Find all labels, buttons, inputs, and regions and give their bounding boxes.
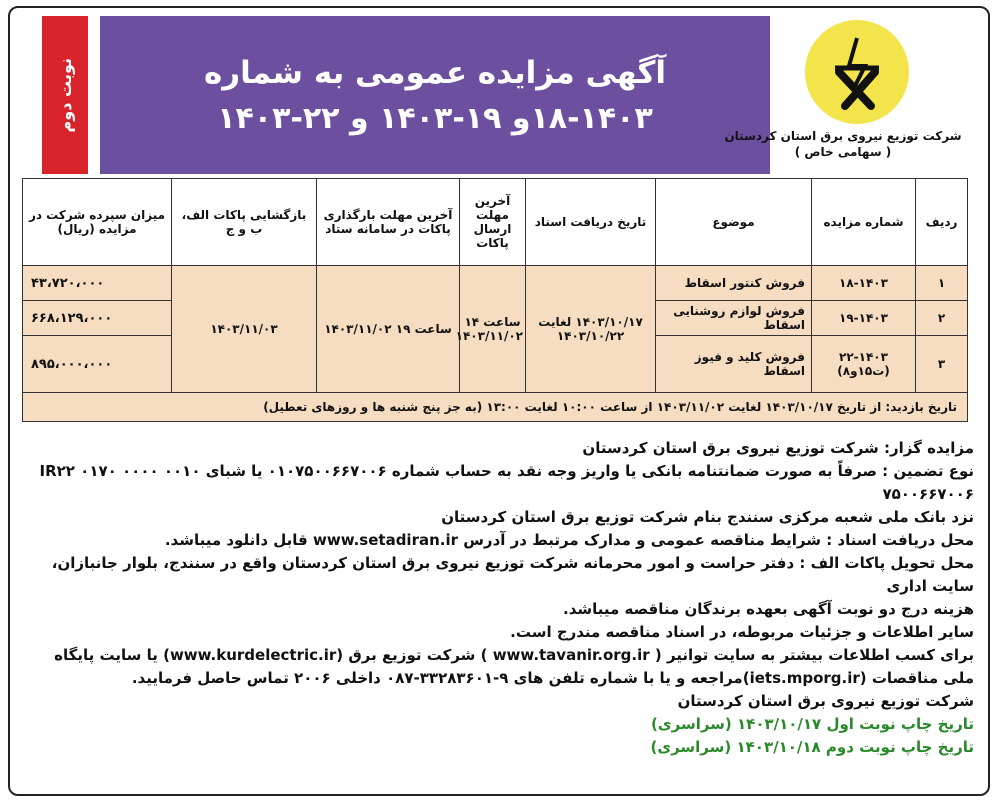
doc-date: ۱۴۰۳/۱۰/۱۷ لغایت ۱۴۰۳/۱۰/۲۲ xyxy=(526,266,656,393)
header-cell: میزان سپرده شرکت در مزایده (ریال) xyxy=(23,179,172,266)
company-block xyxy=(713,128,973,160)
round-tag: نوبت دوم xyxy=(42,16,88,174)
auction-subject: فروش کنتور اسقاط xyxy=(656,266,812,301)
row-number: ۲ xyxy=(916,301,968,336)
auction-subject: فروش لوازم روشنایی اسقاط xyxy=(656,301,812,336)
row-number: ۳ xyxy=(916,336,968,393)
deposit-amount: ۶۶۸،۱۲۹،۰۰۰ xyxy=(23,301,172,336)
body-line: ملی مناقصات (iets.mporg.ir)مراجعه و یا با شماره تلفن های ۹-۳۳۲۸۳۶۰۱-۰۸۷ داخلی ۲۰۰۶ تماس حاصل فرمایید. xyxy=(131,669,974,687)
auction-number: ۱۹-۱۴۰۳ xyxy=(812,301,916,336)
body-line: مزایده گزار: شرکت توزیع نیروی برق استان کردستان xyxy=(582,439,974,457)
body-line: شرکت توزیع نیروی برق استان کردستان xyxy=(677,692,974,710)
header-cell: آخرین مهلت بارگذاری پاکات در سامانه ستاد xyxy=(317,179,460,266)
title-banner xyxy=(100,16,770,174)
header-cell: بازگشایی پاکات الف، ب و ج xyxy=(172,179,317,266)
body-line: سایر اطلاعات و جزئیات مربوطه، در اسناد مناقصه مندرج است. xyxy=(510,623,974,641)
ad-body xyxy=(16,437,974,759)
auction-number: ۱۸-۱۴۰۳ xyxy=(812,266,916,301)
header-cell: شماره مزایده xyxy=(812,179,916,266)
company-type: ( سهامی خاص ) xyxy=(794,145,892,159)
auction-number: ۲۲-۱۴۰۳ (ت۱۵و۸) xyxy=(812,336,916,393)
body-line: نوع تضمین : صرفاً به صورت ضمانتنامه بانکی یا واریز وجه نقد به حساب شماره ۰۱۰۷۵۰۰۶۶۷۰۰۶ یا شبای IR۲۲ ۰۱۷۰ ۰۰۰۰ ۰۰۱۰ ۷۵۰۰۶۶۷۰۰۶ xyxy=(39,462,974,503)
deposit-amount: ۸۹۵،۰۰۰،۰۰۰ xyxy=(23,336,172,393)
deposit-amount: ۴۳،۷۲۰،۰۰۰ xyxy=(23,266,172,301)
header-cell: موضوع xyxy=(656,179,812,266)
print-date-first: تاریخ چاپ نوبت اول ۱۴۰۳/۱۰/۱۷ (سراسری) xyxy=(651,715,974,733)
print-date-second: تاریخ چاپ نوبت دوم ۱۴۰۳/۱۰/۱۸ (سراسری) xyxy=(650,738,974,756)
body-line: محل تحویل پاکات الف : دفتر حراست و امور محرمانه شرکت توزیع نیروی برق استان کردستان واقع در سنندج، بلوار جانبازان، سایت اداری xyxy=(51,554,974,595)
auction-subject: فروش کلید و فیوز اسقاط xyxy=(656,336,812,393)
lightning-icon xyxy=(805,20,909,124)
opening-date: ۱۴۰۳/۱۱/۰۳ xyxy=(172,266,317,393)
header-cell: آخرین مهلت ارسال پاکات xyxy=(460,179,526,266)
upload-deadline: ساعت ۱۹ ۱۴۰۳/۱۱/۰۲ xyxy=(317,266,460,393)
title-line-1: آگهی مزایده عمومی به شماره xyxy=(203,54,667,91)
body-line: نزد بانک ملی شعبه مرکزی سنندج بنام شرکت توزیع برق استان کردستان xyxy=(441,508,974,526)
send-deadline: ساعت ۱۴ ۱۴۰۳/۱۱/۰۲ xyxy=(460,266,526,393)
visit-row xyxy=(23,393,968,422)
company-name: شرکت توزیع نیروی برق استان کردستان xyxy=(724,129,962,143)
company-logo xyxy=(805,20,909,124)
title-line-2: ۱۸-۱۴۰۳و ۱۹-۱۴۰۳ و ۲۲-۱۴۰۳ xyxy=(217,100,653,136)
header-cell: تاریخ دریافت اسناد xyxy=(526,179,656,266)
body-line: محل دریافت اسناد : شرایط مناقصه عمومی و مدارک مرتبط در آدرس www.setadiran.ir قابل دانلود میباشد. xyxy=(164,531,974,549)
table-row xyxy=(23,266,968,301)
body-line: برای کسب اطلاعات بیشتر به سایت توانیر ( www.tavanir.org.ir ) شرکت توزیع برق (www.kurdelectric.ir) یا سایت پایگاه xyxy=(54,646,974,664)
auction-table xyxy=(22,178,968,422)
row-number: ۱ xyxy=(916,266,968,301)
header-cell: ردیف xyxy=(916,179,968,266)
visit-dates: تاریخ بازدید: از تاریخ ۱۴۰۳/۱۰/۱۷ لغایت ۱۴۰۳/۱۱/۰۲ از ساعت ۱۰:۰۰ لغایت ۱۳:۰۰ (به جز پنج شنبه ها و روزهای تعطیل) xyxy=(23,393,968,422)
body-line: هزینه درج دو نوبت آگهی بعهده برندگان مناقصه میباشد. xyxy=(563,600,974,618)
table-header-row xyxy=(23,179,968,266)
